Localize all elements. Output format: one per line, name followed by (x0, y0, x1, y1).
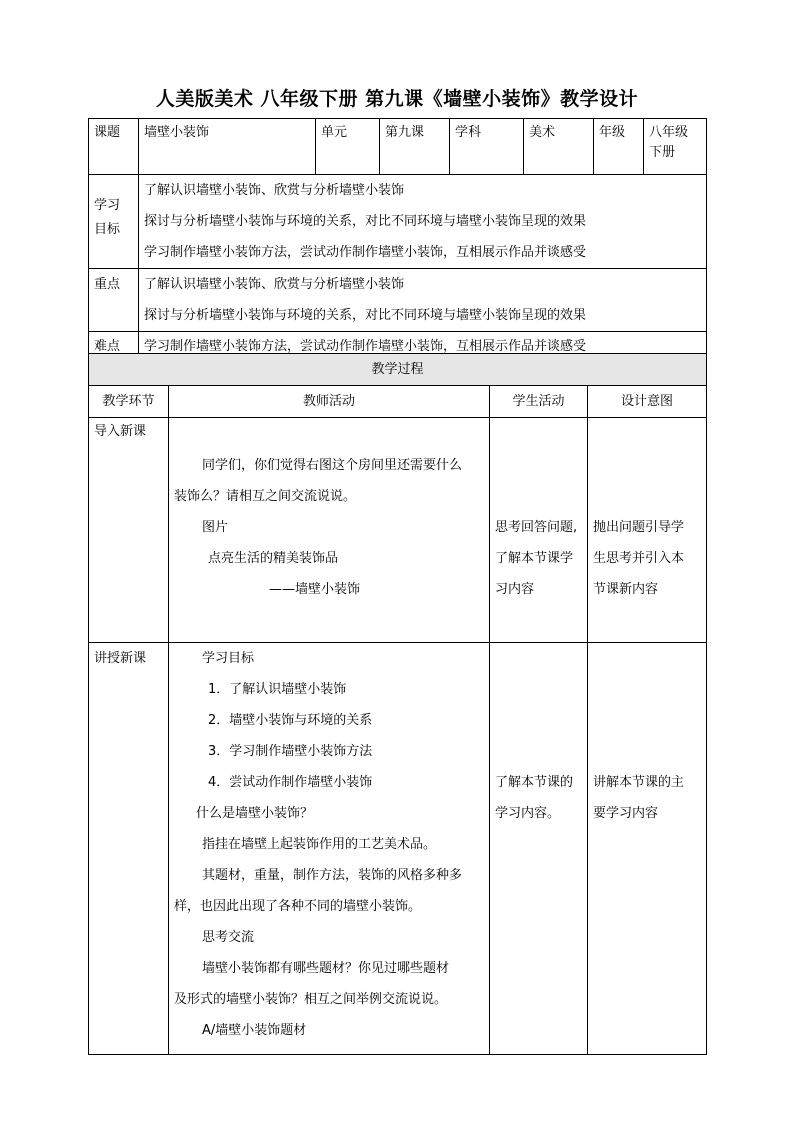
key-content (139, 269, 707, 332)
stage-cell: 讲授新课 (89, 643, 169, 1055)
document-title: 人美版美术 八年级下册 第九课《墙壁小装饰》教学设计 (155, 88, 639, 110)
goal-item: 了解认识墙壁小装饰、欣赏与分析墙壁小装饰 (144, 183, 405, 198)
goals-content (139, 175, 707, 269)
student-line: 了解本节课学 (495, 551, 574, 566)
design-intent (588, 643, 707, 1055)
grade-line: 下册 (649, 145, 676, 160)
unit-value: 第九课 (380, 119, 450, 175)
column-header: 学生活动 (490, 386, 588, 418)
goals-label-line: 目标 (94, 222, 121, 237)
teacher-line: 其题材，重量，制作方法，装饰的风格多种多 (202, 868, 463, 883)
key-item: 了解认识墙壁小装饰、欣赏与分析墙壁小装饰 (144, 277, 405, 292)
design-intent (588, 418, 707, 643)
intent-line: 生思考并引入本 (593, 551, 685, 566)
teacher-line: 3．学习制作墙壁小装饰方法 (208, 744, 373, 759)
difficulty-label-text: 难点 (94, 339, 121, 354)
info-row (89, 119, 707, 175)
column-header: 教师活动 (169, 386, 490, 418)
intent-line: 抛出问题引导学 (593, 520, 685, 535)
difficulty-item: 学习制作墙壁小装饰方法，尝试动作制作墙壁小装饰，互相展示作品并谈感受 (144, 339, 587, 354)
teacher-line: 什么是墙壁小装饰？ (196, 806, 314, 821)
teacher-line: A/墙壁小装饰题材 (202, 1023, 307, 1038)
process-header: 教学过程 (89, 354, 707, 386)
student-line: 习内容 (495, 582, 535, 597)
student-activity (490, 643, 588, 1055)
subject-label: 学科 (450, 119, 524, 175)
goal-item: 探讨与分析墙壁小装饰与环境的关系，对比不同环境与墙壁小装饰呈现的效果 (144, 214, 587, 229)
grade-label: 年级 (594, 119, 644, 175)
teacher-activity (169, 643, 490, 1055)
goals-row (89, 175, 707, 269)
teaching-process-table (88, 353, 707, 1055)
topic-value: 墙壁小装饰 (139, 119, 316, 175)
teacher-line: 及形式的墙壁小装饰？相互之间举例交流说说。 (174, 992, 448, 1007)
unit-label: 单元 (316, 119, 380, 175)
intent-line: 讲解本节课的主 (593, 775, 685, 790)
lesson-info-table (88, 118, 707, 362)
process-column-headers (89, 386, 707, 418)
grade-value (644, 119, 707, 175)
goal-item: 学习制作墙壁小装饰方法，尝试动作制作墙壁小装饰，互相展示作品并谈感受 (144, 245, 587, 260)
teach-row (89, 643, 707, 1055)
teacher-line: 思考交流 (202, 930, 255, 945)
teacher-line: 2．墙壁小装饰与环境的关系 (208, 713, 373, 728)
column-header: 教学环节 (89, 386, 169, 418)
student-line: 了解本节课的 (495, 775, 574, 790)
intent-line: 要学习内容 (593, 806, 659, 821)
teacher-line: 点亮生活的精美装饰品 (208, 551, 339, 566)
goals-label (89, 175, 139, 269)
topic-label: 课题 (89, 119, 139, 175)
teacher-line: 墙壁小装饰都有哪些题材？你见过哪些题材 (202, 961, 450, 976)
student-line: 思考回答问题, (495, 520, 578, 535)
intent-line: 节课新内容 (593, 582, 659, 597)
stage-cell: 导入新课 (89, 418, 169, 643)
grade-line: 八年级 (649, 125, 689, 140)
goals-label-line: 学习 (94, 198, 121, 213)
teacher-line: 1．了解认识墙壁小装饰 (208, 682, 347, 697)
teacher-line: 指挂在墙壁上起装饰作用的工艺美术品。 (202, 837, 437, 852)
teacher-line: 学习目标 (202, 651, 255, 666)
student-line: 学习内容。 (495, 806, 561, 821)
teacher-line: ——墙壁小装饰 (269, 582, 361, 597)
key-label-text: 重点 (94, 277, 121, 292)
teacher-line: 图片 (202, 520, 229, 535)
column-header: 设计意图 (588, 386, 707, 418)
intro-row (89, 418, 707, 643)
key-label (89, 269, 139, 332)
teacher-line: 同学们，你们觉得右图这个房间里还需要什么 (202, 458, 463, 473)
key-item: 探讨与分析墙壁小装饰与环境的关系，对比不同环境与墙壁小装饰呈现的效果 (144, 308, 587, 323)
teacher-line: 4．尝试动作制作墙壁小装饰 (208, 775, 373, 790)
student-activity (490, 418, 588, 643)
teacher-line: 样，也因此出现了各种不同的墙壁小装饰。 (174, 899, 422, 914)
teacher-activity (169, 418, 490, 643)
teacher-line: 装饰么？请相互之间交流说说。 (174, 489, 357, 504)
key-points-row (89, 269, 707, 332)
subject-value: 美术 (524, 119, 594, 175)
